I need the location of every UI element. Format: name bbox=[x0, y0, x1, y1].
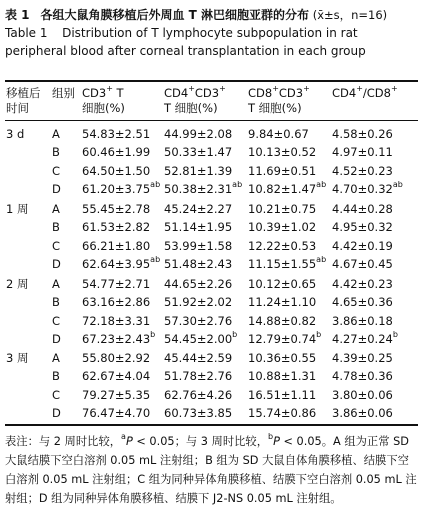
cell-group bbox=[52, 349, 60, 367]
cell-value: 54.83±2.51 bbox=[82, 127, 151, 141]
header-cd3 bbox=[82, 86, 125, 116]
cell-value: 72.18±3.31 bbox=[82, 313, 151, 328]
cell-value: 50.38±2.31 bbox=[164, 181, 233, 196]
cell-c3 bbox=[248, 255, 326, 273]
cell-c2 bbox=[164, 237, 232, 255]
cell-group bbox=[52, 275, 60, 293]
cell-significance: ab bbox=[150, 255, 161, 265]
cell-group bbox=[52, 125, 60, 143]
cell-c2 bbox=[164, 218, 232, 236]
header-cd3-sup: + bbox=[106, 84, 113, 94]
cell-value: 3.86±0.18 bbox=[332, 313, 393, 328]
cell-value: D bbox=[52, 181, 61, 196]
cell-c2 bbox=[164, 255, 232, 273]
cell-group bbox=[52, 330, 61, 348]
header-cd8cd3-line2: T 细胞(%) bbox=[248, 101, 302, 115]
cell-value: 44.99±2.08 bbox=[164, 127, 233, 141]
cell-c3 bbox=[248, 312, 316, 330]
cell-value: 4.44±0.28 bbox=[332, 202, 393, 216]
cell-value: 51.48±2.43 bbox=[164, 256, 233, 271]
cell-value: C bbox=[52, 163, 61, 178]
cell-significance: b bbox=[316, 330, 322, 340]
cell-c2 bbox=[164, 125, 232, 143]
cell-c1 bbox=[82, 218, 150, 236]
note-p: P bbox=[273, 435, 280, 448]
cell-c3 bbox=[248, 349, 316, 367]
cell-c3 bbox=[248, 218, 316, 236]
cell-group bbox=[52, 180, 61, 198]
cell-c1 bbox=[82, 349, 150, 367]
table-note: 表注：与 2 周时比较，$^a$P < 0.05；与 3 周时比较，$^b$P < 0.05。A 组为正常 SD 大鼠结膜下空白溶剂 0.05 mL 注射组；B 组为 SD 大鼠自体角膜移植、结膜下空白溶剂 0.05 mL 注射组；C 组为同种异体角膜移植、结膜下空白溶剂 0.05 mL 注射组；D 组为同种异体角膜移植、结膜下 J2-NS 0.05 mL 注射组。 bbox=[5, 432, 417, 505]
cell-significance: ab bbox=[316, 180, 327, 190]
header-cd4-sup: + bbox=[188, 84, 195, 94]
cell-c1 bbox=[82, 255, 160, 273]
cell-value: 79.27±5.35 bbox=[82, 387, 151, 402]
cell-value: 66.21±1.80 bbox=[82, 238, 151, 253]
header-cd8-cd3-sup: + bbox=[303, 84, 310, 94]
cell-value: 53.99±1.58 bbox=[164, 238, 233, 253]
header-ratio-sup2: + bbox=[390, 84, 398, 94]
header-time bbox=[6, 86, 41, 116]
cell-c4 bbox=[332, 293, 393, 311]
cell-value: 57.30±2.76 bbox=[164, 313, 233, 328]
cell-c1 bbox=[82, 330, 155, 348]
title-zh-text: 各组大鼠角膜移植后外周血 T 淋巴细胞亚群的分布 bbox=[40, 8, 310, 22]
cell-c1 bbox=[82, 125, 150, 143]
cell-value: D bbox=[52, 405, 61, 420]
header-cd3-line2: 细胞(%) bbox=[82, 101, 125, 115]
cell-value: C bbox=[52, 387, 61, 402]
cell-value: 61.53±2.82 bbox=[82, 220, 151, 235]
cell-value: 11.24±1.10 bbox=[248, 295, 317, 310]
cell-c3 bbox=[248, 143, 316, 161]
cell-value: B bbox=[52, 145, 60, 160]
cell-c4 bbox=[332, 312, 393, 330]
cell-value: 62.67±4.04 bbox=[82, 369, 151, 384]
header-cd4cd3-line2: T 细胞(%) bbox=[164, 101, 218, 115]
cell-value: 4.39±0.25 bbox=[332, 351, 393, 365]
cell-value: 10.12±0.65 bbox=[248, 277, 317, 291]
cell-c3 bbox=[248, 237, 316, 255]
cell-c1 bbox=[82, 404, 150, 422]
cell-value: 44.65±2.26 bbox=[164, 277, 233, 291]
cell-group bbox=[52, 404, 61, 422]
title-zh-stat: (x̄±s，n=16) bbox=[312, 8, 388, 22]
cell-significance: b bbox=[392, 330, 398, 340]
cell-value: 10.13±0.52 bbox=[248, 145, 317, 160]
cell-group bbox=[52, 386, 60, 404]
header-cd8-cd3-text: CD3 bbox=[278, 86, 304, 100]
title-en-text-1: Distribution of T lymphocyte subpopulation in rat bbox=[62, 26, 358, 40]
note-p: P bbox=[125, 435, 133, 448]
cell-c4 bbox=[332, 330, 398, 348]
header-cd4cd3 bbox=[164, 86, 226, 116]
cell-group bbox=[52, 255, 61, 273]
cell-value: 4.97±0.11 bbox=[332, 145, 393, 160]
header-cd8cd3 bbox=[248, 86, 310, 116]
cell-c2 bbox=[164, 404, 232, 422]
cell-value: C bbox=[52, 313, 61, 328]
note-sup: a bbox=[121, 432, 126, 442]
cell-value: 51.92±2.02 bbox=[164, 295, 233, 310]
cell-c4 bbox=[332, 255, 393, 273]
cell-c4 bbox=[332, 275, 393, 293]
cell-c2 bbox=[164, 330, 237, 348]
cell-c2 bbox=[164, 349, 232, 367]
cell-value: 61.20±3.75 bbox=[82, 181, 151, 196]
cell-c2 bbox=[164, 275, 232, 293]
cell-c1 bbox=[82, 293, 150, 311]
cell-value: 76.47±4.70 bbox=[82, 405, 151, 420]
cell-group bbox=[52, 312, 60, 330]
cell-value: 50.33±1.47 bbox=[164, 145, 233, 160]
cell-c3 bbox=[248, 367, 316, 385]
cell-value: 12.79±0.74 bbox=[248, 331, 317, 346]
cell-time bbox=[6, 275, 28, 293]
cell-c1 bbox=[82, 386, 150, 404]
header-cd3-text: CD3 bbox=[82, 86, 107, 100]
cell-value: 4.67±0.45 bbox=[332, 256, 393, 271]
cell-c1 bbox=[82, 143, 150, 161]
cell-value: 4.42±0.23 bbox=[332, 277, 393, 291]
cell-value: 11.69±0.51 bbox=[248, 163, 317, 178]
cell-value: 4.95±0.32 bbox=[332, 220, 393, 235]
cell-value: 54.77±2.71 bbox=[82, 277, 151, 291]
cell-value: 64.50±1.50 bbox=[82, 163, 151, 178]
cell-value: C bbox=[52, 238, 61, 253]
cell-value: 55.80±2.92 bbox=[82, 351, 151, 365]
cell-c3 bbox=[248, 404, 316, 422]
cell-value: 62.64±3.95 bbox=[82, 256, 151, 271]
cell-group bbox=[52, 293, 60, 311]
cell-c1 bbox=[82, 367, 150, 385]
cell-c1 bbox=[82, 200, 150, 218]
cell-value: 4.78±0.36 bbox=[332, 369, 393, 384]
cell-value: 11.15±1.55 bbox=[248, 256, 317, 271]
header-ratio-sup1: + bbox=[356, 84, 363, 94]
cell-c3 bbox=[248, 180, 326, 198]
cell-value: 3 周 bbox=[6, 351, 29, 365]
cell-c2 bbox=[164, 143, 232, 161]
cell-c4 bbox=[332, 237, 393, 255]
cell-value: 4.52±0.23 bbox=[332, 163, 393, 178]
cell-c2 bbox=[164, 200, 232, 218]
title-zh-label: 表 1 bbox=[5, 8, 30, 22]
cell-value: 10.88±1.31 bbox=[248, 369, 317, 384]
cell-value: D bbox=[52, 331, 61, 346]
cell-value: 45.44±2.59 bbox=[164, 351, 233, 365]
table-header-rule bbox=[5, 120, 418, 121]
cell-value: 3.80±0.06 bbox=[332, 387, 393, 402]
cell-value: B bbox=[52, 369, 60, 384]
cell-c4 bbox=[332, 367, 393, 385]
cell-value: 10.21±0.75 bbox=[248, 202, 317, 216]
cell-value: 4.70±0.32 bbox=[332, 181, 393, 196]
title-en-text-2: peripheral blood after corneal transplantation in each group bbox=[5, 44, 366, 58]
cell-value: 10.36±0.55 bbox=[248, 351, 317, 365]
cell-value: 52.81±1.39 bbox=[164, 163, 233, 178]
header-ratio-cd8: /CD8 bbox=[362, 86, 391, 100]
header-cd4-cd3-sup: + bbox=[219, 84, 226, 94]
header-ratio bbox=[332, 86, 398, 101]
cell-time bbox=[6, 125, 24, 143]
cell-value: B bbox=[52, 295, 60, 310]
cell-c3 bbox=[248, 275, 316, 293]
cell-value: 60.46±1.99 bbox=[82, 145, 151, 160]
table-title bbox=[5, 6, 418, 60]
cell-c2 bbox=[164, 386, 232, 404]
cell-c2 bbox=[164, 180, 242, 198]
header-cd4-cd3-text: CD3 bbox=[194, 86, 220, 100]
cell-c4 bbox=[332, 404, 393, 422]
table-bottom-rule bbox=[5, 424, 418, 426]
cell-c4 bbox=[332, 180, 403, 198]
cell-value: 51.14±1.95 bbox=[164, 220, 233, 235]
cell-value: 9.84±0.67 bbox=[248, 127, 309, 141]
cell-value: 1 周 bbox=[6, 202, 29, 216]
cell-c4 bbox=[332, 386, 393, 404]
cell-c3 bbox=[248, 330, 321, 348]
cell-group bbox=[52, 200, 60, 218]
cell-value: 62.76±4.26 bbox=[164, 387, 233, 402]
cell-c4 bbox=[332, 218, 393, 236]
header-time-line1: 移植后 bbox=[6, 86, 41, 100]
cell-c1 bbox=[82, 275, 150, 293]
cell-c4 bbox=[332, 143, 393, 161]
header-time-line2: 时间 bbox=[6, 101, 29, 115]
note-sup: b bbox=[268, 432, 274, 442]
cell-group bbox=[52, 162, 60, 180]
cell-c4 bbox=[332, 162, 393, 180]
cell-c3 bbox=[248, 386, 316, 404]
cell-value: 67.23±2.43 bbox=[82, 331, 151, 346]
cell-significance: b bbox=[150, 330, 156, 340]
cell-group bbox=[52, 218, 60, 236]
cell-c1 bbox=[82, 312, 150, 330]
cell-value: 12.22±0.53 bbox=[248, 238, 317, 253]
header-cd8-text: CD8 bbox=[248, 86, 273, 100]
table-top-rule bbox=[5, 80, 418, 82]
header-cd8-sup: + bbox=[272, 84, 279, 94]
cell-value: 4.58±0.26 bbox=[332, 127, 393, 141]
header-cd3-t: T bbox=[112, 86, 124, 100]
cell-c3 bbox=[248, 293, 316, 311]
cell-value: D bbox=[52, 256, 61, 271]
cell-c3 bbox=[248, 125, 309, 143]
header-ratio-cd4: CD4 bbox=[332, 86, 357, 100]
cell-value: 4.42±0.19 bbox=[332, 238, 393, 253]
cell-value: 10.82±1.47 bbox=[248, 181, 317, 196]
cell-value: 3.86±0.06 bbox=[332, 405, 393, 420]
cell-significance: b bbox=[232, 330, 238, 340]
cell-c4 bbox=[332, 349, 393, 367]
cell-value: 2 周 bbox=[6, 277, 29, 291]
cell-c2 bbox=[164, 367, 232, 385]
title-en-label: Table 1 bbox=[5, 26, 48, 40]
cell-time bbox=[6, 349, 28, 367]
header-group: 组别 bbox=[52, 86, 75, 100]
cell-c4 bbox=[332, 200, 393, 218]
cell-c1 bbox=[82, 162, 150, 180]
cell-value: 60.73±3.85 bbox=[164, 405, 233, 420]
cell-value: 54.45±2.00 bbox=[164, 331, 233, 346]
cell-value: 3 d bbox=[6, 127, 25, 141]
cell-value: 45.24±2.27 bbox=[164, 202, 233, 216]
cell-value: A bbox=[52, 202, 60, 216]
cell-significance: ab bbox=[150, 180, 161, 190]
cell-c1 bbox=[82, 180, 160, 198]
title-zh-line bbox=[5, 6, 418, 24]
cell-value: 51.78±2.76 bbox=[164, 369, 233, 384]
cell-significance: ab bbox=[316, 255, 327, 265]
cell-value: A bbox=[52, 277, 60, 291]
header-cd4-text: CD4 bbox=[164, 86, 189, 100]
cell-c2 bbox=[164, 293, 232, 311]
cell-value: 55.45±2.78 bbox=[82, 202, 151, 216]
cell-group bbox=[52, 237, 60, 255]
cell-value: 4.27±0.24 bbox=[332, 331, 393, 346]
cell-group bbox=[52, 143, 60, 161]
cell-significance: ab bbox=[392, 180, 403, 190]
cell-c1 bbox=[82, 237, 150, 255]
cell-value: 15.74±0.86 bbox=[248, 405, 317, 420]
title-en-line-1 bbox=[5, 24, 418, 42]
cell-c2 bbox=[164, 312, 232, 330]
cell-value: 63.16±2.86 bbox=[82, 295, 151, 310]
cell-c3 bbox=[248, 200, 316, 218]
cell-value: A bbox=[52, 351, 60, 365]
cell-c4 bbox=[332, 125, 393, 143]
cell-time bbox=[6, 200, 28, 218]
cell-value: 14.88±0.82 bbox=[248, 313, 317, 328]
cell-value: 10.39±1.02 bbox=[248, 220, 317, 235]
cell-significance: ab bbox=[232, 180, 243, 190]
cell-value: 4.65±0.36 bbox=[332, 295, 393, 310]
cell-value: 16.51±1.11 bbox=[248, 387, 317, 402]
cell-group bbox=[52, 367, 60, 385]
cell-c2 bbox=[164, 162, 232, 180]
cell-value: A bbox=[52, 127, 60, 141]
cell-c3 bbox=[248, 162, 316, 180]
cell-value: B bbox=[52, 220, 60, 235]
